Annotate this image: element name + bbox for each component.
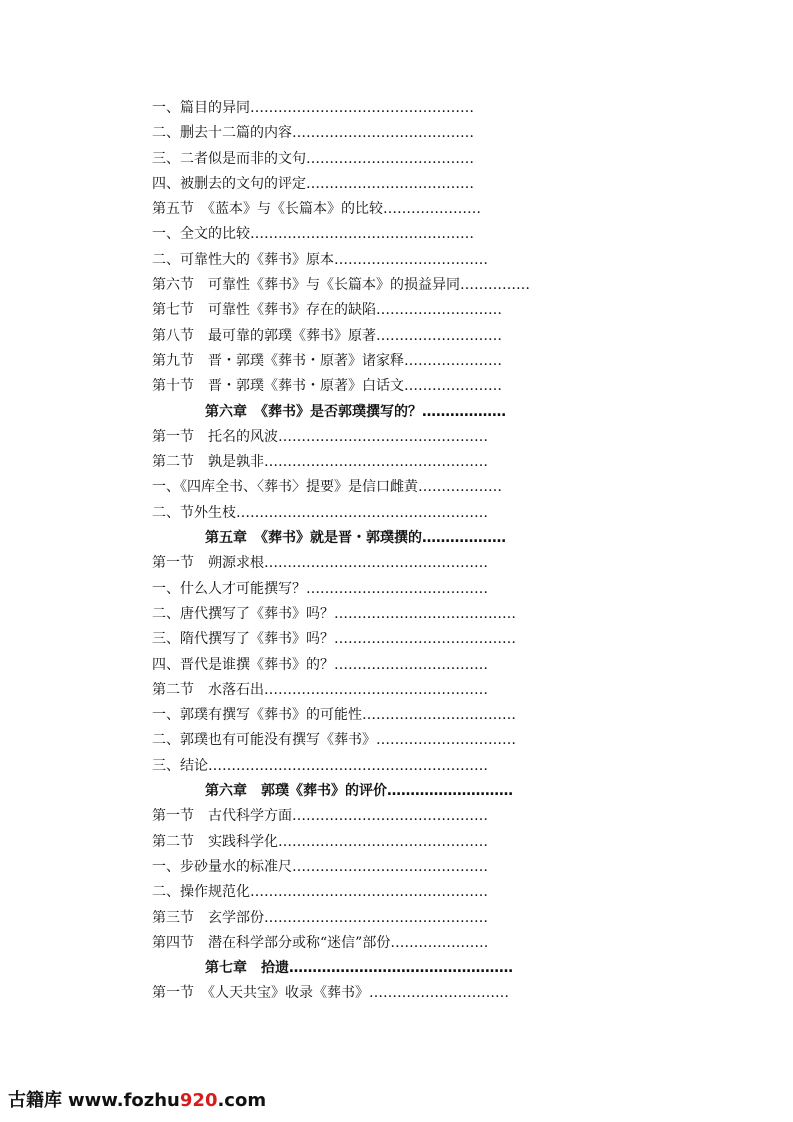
toc-entry: 三、二者似是而非的文句………………………………: [152, 150, 474, 167]
toc-entry: 第一节 托名的风波………………………………………: [152, 428, 488, 445]
toc-entry: 第一节 朔源求根…………………………………………: [152, 555, 488, 572]
toc-chapter-heading: 第六章 《葬书》是否郭璞撰写的？………………: [205, 403, 506, 420]
toc-entry: 一、步砂量水的标准尺……………………………………: [152, 858, 488, 875]
watermark-brand: 古籍库: [8, 1090, 62, 1111]
watermark-url-prefix: www.fozhu: [68, 1090, 180, 1111]
toc-entry: 二、节外生枝………………………………………………: [152, 504, 488, 521]
toc-entry: 第七节 可靠性《葬书》存在的缺陷………………………: [152, 302, 502, 319]
watermark-url-accent: 920: [179, 1090, 218, 1111]
toc-entry: 一、郭璞有撰写《葬书》的可能性……………………………: [152, 707, 516, 724]
toc-entry: 第九节 晋・郭璞《葬书・原著》诸家释…………………: [152, 352, 502, 369]
toc-entry: 第一节 古代科学方面……………………………………: [152, 808, 488, 825]
toc-entry: 一、《四库全书、〈葬书〉提要》是信口雌黄………………: [152, 479, 502, 496]
toc-entry: 第二节 实践科学化………………………………………: [152, 833, 488, 850]
watermark: [8, 1086, 266, 1116]
toc-chapter-heading: 第七章 拾遗…………………………………………: [205, 960, 513, 977]
toc-entry: 第六节 可靠性《葬书》与《长篇本》的损益异同……………: [152, 277, 530, 294]
toc-entry: 二、郭璞也有可能没有撰写《葬书》…………………………: [152, 732, 516, 749]
toc-entry: 第四节 潜在科学部分或称“迷信”部份…………………: [152, 934, 489, 951]
toc-entry: 一、全文的比较…………………………………………: [152, 226, 474, 243]
toc-entry: 第二节 孰是孰非…………………………………………: [152, 454, 488, 471]
toc-entry: 第二节 水落石出…………………………………………: [152, 681, 488, 698]
toc-entry: 第五节 《蓝本》与《长篇本》的比较…………………: [152, 201, 481, 218]
toc-entry: 四、被删去的文句的评定………………………………: [152, 175, 474, 192]
toc-entry: 三、结论……………………………………………………: [152, 757, 488, 774]
toc-entry: 二、操作规范化……………………………………………: [152, 884, 488, 901]
table-of-contents: [0, 96, 793, 1007]
toc-entry: 第一节 《人天共宝》收录《葬书》…………………………: [152, 985, 509, 1002]
toc-entry: 一、篇目的异同…………………………………………: [152, 100, 474, 116]
toc-entry: 一、什么人才可能撰写？…………………………………: [152, 580, 488, 597]
toc-entry: 二、唐代撰写了《葬书》吗？…………………………………: [152, 605, 516, 622]
toc-entry: 二、删去十二篇的内容…………………………………: [152, 125, 474, 142]
toc-chapter-heading: 第五章 《葬书》就是晋・郭璞撰的………………: [205, 530, 506, 547]
watermark-url-suffix: .com: [217, 1090, 267, 1111]
toc-entry: 第十节 晋・郭璞《葬书・原著》白话文…………………: [152, 378, 502, 395]
toc-entry: 第八节 最可靠的郭璞《葬书》原著………………………: [152, 327, 502, 344]
toc-chapter-heading: 第六章 郭璞《葬书》的评价………………………: [205, 783, 513, 800]
toc-entry: 二、可靠性大的《葬书》原本……………………………: [152, 251, 488, 268]
toc-entry: 三、隋代撰写了《葬书》吗？…………………………………: [152, 631, 516, 648]
toc-entry: 第三节 玄学部份…………………………………………: [152, 909, 488, 926]
toc-entry: 四、晋代是谁撰《葬书》的？……………………………: [152, 656, 488, 673]
